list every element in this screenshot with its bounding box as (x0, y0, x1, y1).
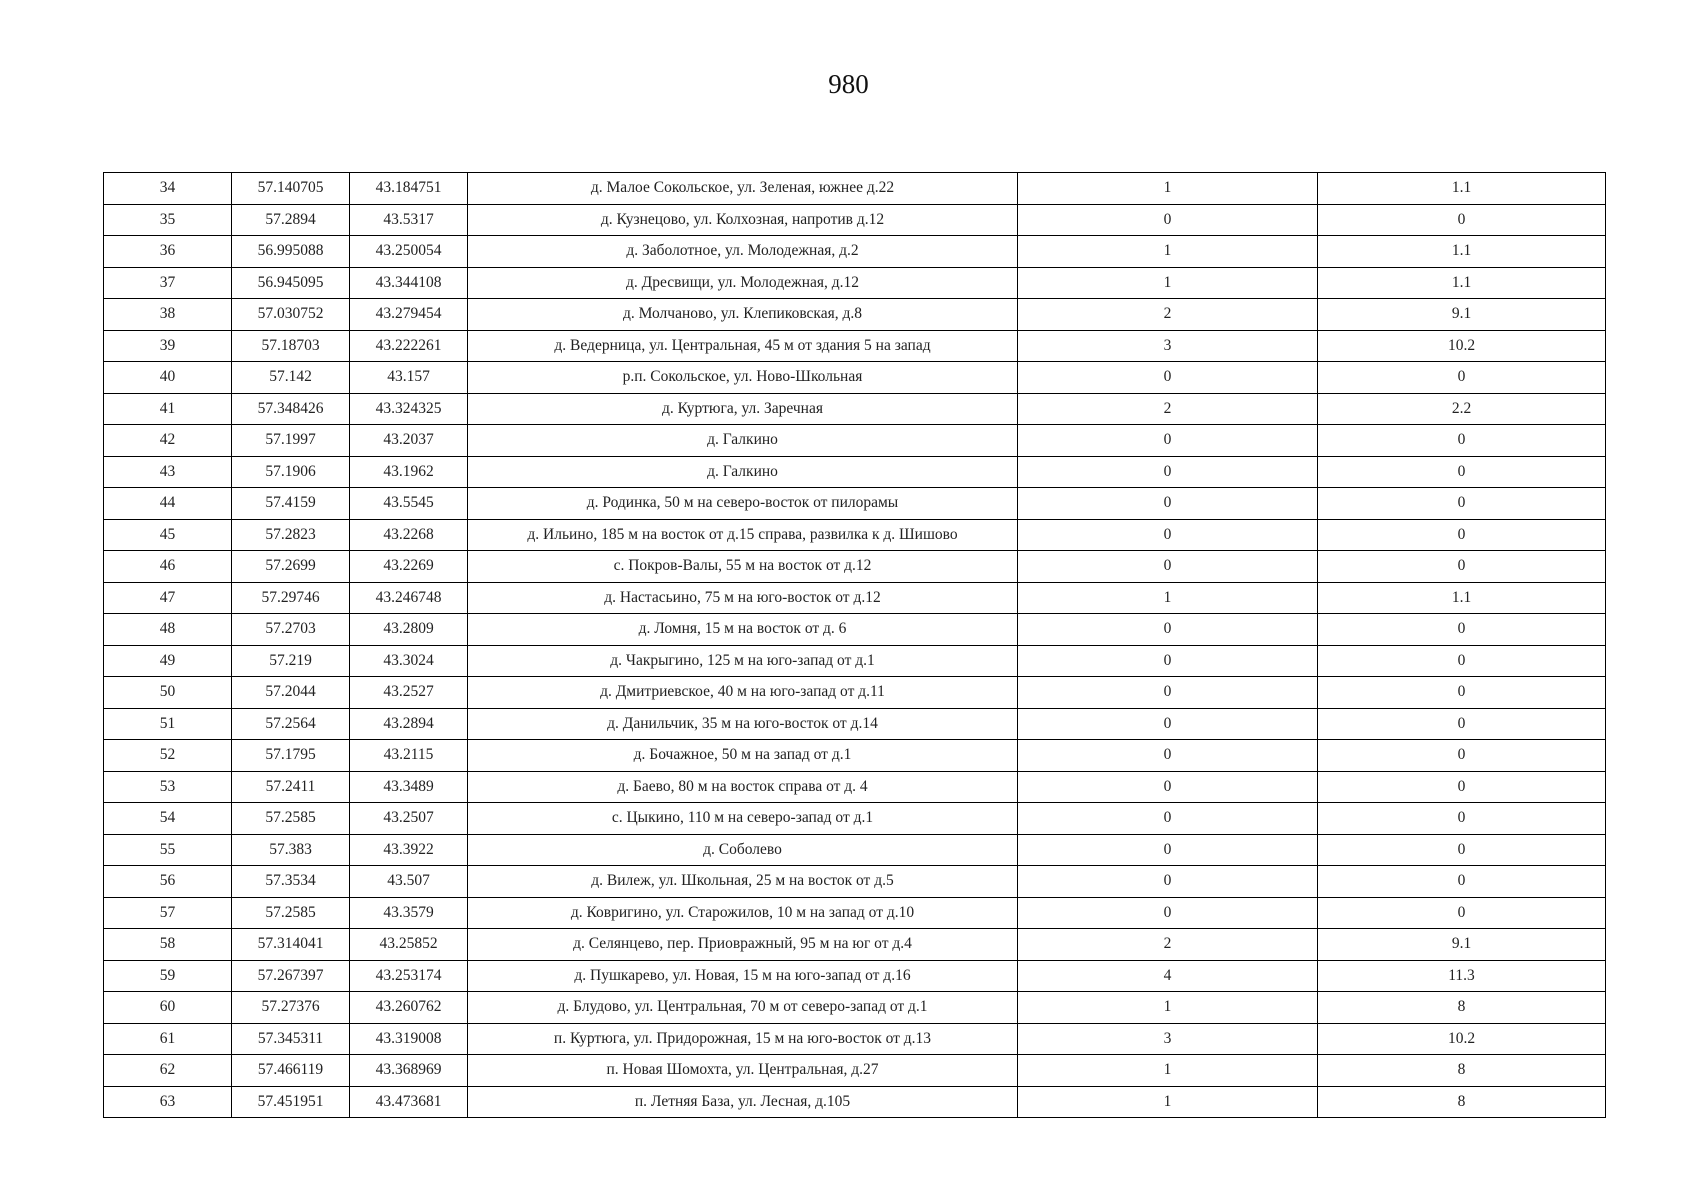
row-number-cell: 55 (104, 834, 232, 866)
longitude-cell: 43.3579 (350, 897, 468, 929)
value-cell: 9.1 (1318, 299, 1606, 331)
value-cell: 8 (1318, 1086, 1606, 1118)
count-cell: 0 (1018, 771, 1318, 803)
address-cell: д. Дресвищи, ул. Молодежная, д.12 (468, 267, 1018, 299)
value-cell: 0 (1318, 645, 1606, 677)
table-row (104, 897, 1606, 929)
table-row (104, 834, 1606, 866)
row-number-cell: 40 (104, 362, 232, 394)
row-number-cell: 34 (104, 173, 232, 205)
latitude-cell: 57.2585 (232, 897, 350, 929)
address-cell: д. Данильчик, 35 м на юго-восток от д.14 (468, 708, 1018, 740)
latitude-cell: 57.451951 (232, 1086, 350, 1118)
row-number-cell: 54 (104, 803, 232, 835)
latitude-cell: 57.29746 (232, 582, 350, 614)
count-cell: 2 (1018, 929, 1318, 961)
table-row (104, 519, 1606, 551)
value-cell: 0 (1318, 488, 1606, 520)
longitude-cell: 43.3922 (350, 834, 468, 866)
row-number-cell: 60 (104, 992, 232, 1024)
table-row (104, 677, 1606, 709)
longitude-cell: 43.2269 (350, 551, 468, 583)
row-number-cell: 41 (104, 393, 232, 425)
address-cell: д. Селянцево, пер. Приовражный, 95 м на юг от д.4 (468, 929, 1018, 961)
row-number-cell: 47 (104, 582, 232, 614)
address-cell: д. Куртюга, ул. Заречная (468, 393, 1018, 425)
longitude-cell: 43.222261 (350, 330, 468, 362)
row-number-cell: 44 (104, 488, 232, 520)
count-cell: 1 (1018, 267, 1318, 299)
row-number-cell: 48 (104, 614, 232, 646)
address-cell: д. Настасьино, 75 м на юго-восток от д.12 (468, 582, 1018, 614)
latitude-cell: 57.2411 (232, 771, 350, 803)
row-number-cell: 59 (104, 960, 232, 992)
row-number-cell: 35 (104, 204, 232, 236)
data-table (103, 172, 1606, 1118)
row-number-cell: 61 (104, 1023, 232, 1055)
table-row (104, 236, 1606, 268)
count-cell: 1 (1018, 1086, 1318, 1118)
longitude-cell: 43.5317 (350, 204, 468, 236)
table-row (104, 173, 1606, 205)
row-number-cell: 46 (104, 551, 232, 583)
address-cell: д. Чакрыгино, 125 м на юго-запад от д.1 (468, 645, 1018, 677)
longitude-cell: 43.2037 (350, 425, 468, 457)
address-cell: д. Галкино (468, 456, 1018, 488)
value-cell: 11.3 (1318, 960, 1606, 992)
value-cell: 0 (1318, 708, 1606, 740)
count-cell: 2 (1018, 393, 1318, 425)
address-cell: д. Ковригино, ул. Старожилов, 10 м на запад от д.10 (468, 897, 1018, 929)
address-cell: р.п. Сокольское, ул. Ново-Школьная (468, 362, 1018, 394)
longitude-cell: 43.2507 (350, 803, 468, 835)
address-cell: п. Новая Шомохта, ул. Центральная, д.27 (468, 1055, 1018, 1087)
table-row (104, 204, 1606, 236)
latitude-cell: 57.2823 (232, 519, 350, 551)
address-cell: д. Бочажное, 50 м на запад от д.1 (468, 740, 1018, 772)
count-cell: 3 (1018, 330, 1318, 362)
value-cell: 0 (1318, 362, 1606, 394)
table-row (104, 866, 1606, 898)
longitude-cell: 43.319008 (350, 1023, 468, 1055)
latitude-cell: 57.18703 (232, 330, 350, 362)
latitude-cell: 57.1906 (232, 456, 350, 488)
row-number-cell: 38 (104, 299, 232, 331)
row-number-cell: 53 (104, 771, 232, 803)
latitude-cell: 57.383 (232, 834, 350, 866)
value-cell: 1.1 (1318, 173, 1606, 205)
table-row (104, 362, 1606, 394)
address-cell: д. Ломня, 15 м на восток от д. 6 (468, 614, 1018, 646)
latitude-cell: 56.995088 (232, 236, 350, 268)
count-cell: 0 (1018, 519, 1318, 551)
count-cell: 0 (1018, 425, 1318, 457)
value-cell: 0 (1318, 204, 1606, 236)
latitude-cell: 57.2585 (232, 803, 350, 835)
table-row (104, 771, 1606, 803)
row-number-cell: 56 (104, 866, 232, 898)
latitude-cell: 57.27376 (232, 992, 350, 1024)
latitude-cell: 57.2699 (232, 551, 350, 583)
value-cell: 0 (1318, 740, 1606, 772)
row-number-cell: 42 (104, 425, 232, 457)
latitude-cell: 57.140705 (232, 173, 350, 205)
latitude-cell: 57.142 (232, 362, 350, 394)
address-cell: д. Вилеж, ул. Школьная, 25 м на восток от д.5 (468, 866, 1018, 898)
row-number-cell: 52 (104, 740, 232, 772)
latitude-cell: 57.2894 (232, 204, 350, 236)
latitude-cell: 57.314041 (232, 929, 350, 961)
count-cell: 1 (1018, 173, 1318, 205)
row-number-cell: 49 (104, 645, 232, 677)
longitude-cell: 43.184751 (350, 173, 468, 205)
value-cell: 2.2 (1318, 393, 1606, 425)
table-row (104, 614, 1606, 646)
latitude-cell: 57.345311 (232, 1023, 350, 1055)
address-cell: д. Ильино, 185 м на восток от д.15 справа, развилка к д. Шишово (468, 519, 1018, 551)
longitude-cell: 43.324325 (350, 393, 468, 425)
table-row (104, 425, 1606, 457)
address-cell: д. Баево, 80 м на восток справа от д. 4 (468, 771, 1018, 803)
latitude-cell: 57.2044 (232, 677, 350, 709)
count-cell: 0 (1018, 362, 1318, 394)
latitude-cell: 57.219 (232, 645, 350, 677)
address-cell: д. Малое Сокольское, ул. Зеленая, южнее д.22 (468, 173, 1018, 205)
value-cell: 0 (1318, 897, 1606, 929)
row-number-cell: 63 (104, 1086, 232, 1118)
table-row (104, 803, 1606, 835)
latitude-cell: 57.030752 (232, 299, 350, 331)
page-number: 980 (828, 69, 869, 99)
longitude-cell: 43.246748 (350, 582, 468, 614)
count-cell: 0 (1018, 614, 1318, 646)
value-cell: 0 (1318, 456, 1606, 488)
longitude-cell: 43.250054 (350, 236, 468, 268)
row-number-cell: 39 (104, 330, 232, 362)
row-number-cell: 50 (104, 677, 232, 709)
longitude-cell: 43.344108 (350, 267, 468, 299)
row-number-cell: 36 (104, 236, 232, 268)
count-cell: 0 (1018, 488, 1318, 520)
value-cell: 10.2 (1318, 330, 1606, 362)
count-cell: 1 (1018, 1055, 1318, 1087)
value-cell: 0 (1318, 519, 1606, 551)
longitude-cell: 43.3489 (350, 771, 468, 803)
longitude-cell: 43.507 (350, 866, 468, 898)
count-cell: 0 (1018, 645, 1318, 677)
latitude-cell: 56.945095 (232, 267, 350, 299)
table-row (104, 393, 1606, 425)
count-cell: 0 (1018, 204, 1318, 236)
value-cell: 0 (1318, 614, 1606, 646)
latitude-cell: 57.2564 (232, 708, 350, 740)
table-row (104, 456, 1606, 488)
longitude-cell: 43.3024 (350, 645, 468, 677)
value-cell: 10.2 (1318, 1023, 1606, 1055)
value-cell: 0 (1318, 771, 1606, 803)
value-cell: 1.1 (1318, 267, 1606, 299)
data-table-body (104, 173, 1606, 1118)
value-cell: 0 (1318, 677, 1606, 709)
latitude-cell: 57.1997 (232, 425, 350, 457)
table-row (104, 299, 1606, 331)
address-cell: п. Куртюга, ул. Придорожная, 15 м на юго-восток от д.13 (468, 1023, 1018, 1055)
row-number-cell: 43 (104, 456, 232, 488)
longitude-cell: 43.2115 (350, 740, 468, 772)
table-row (104, 582, 1606, 614)
value-cell: 0 (1318, 551, 1606, 583)
row-number-cell: 58 (104, 929, 232, 961)
longitude-cell: 43.279454 (350, 299, 468, 331)
longitude-cell: 43.2268 (350, 519, 468, 551)
latitude-cell: 57.2703 (232, 614, 350, 646)
longitude-cell: 43.25852 (350, 929, 468, 961)
count-cell: 4 (1018, 960, 1318, 992)
longitude-cell: 43.260762 (350, 992, 468, 1024)
address-cell: д. Кузнецово, ул. Колхозная, напротив д.12 (468, 204, 1018, 236)
longitude-cell: 43.253174 (350, 960, 468, 992)
count-cell: 3 (1018, 1023, 1318, 1055)
table-row (104, 645, 1606, 677)
table-row (104, 740, 1606, 772)
count-cell: 1 (1018, 992, 1318, 1024)
count-cell: 0 (1018, 803, 1318, 835)
row-number-cell: 45 (104, 519, 232, 551)
latitude-cell: 57.3534 (232, 866, 350, 898)
table-row (104, 488, 1606, 520)
count-cell: 0 (1018, 456, 1318, 488)
table-row (104, 960, 1606, 992)
count-cell: 0 (1018, 708, 1318, 740)
count-cell: 0 (1018, 834, 1318, 866)
count-cell: 0 (1018, 866, 1318, 898)
count-cell: 0 (1018, 677, 1318, 709)
table-row (104, 708, 1606, 740)
latitude-cell: 57.4159 (232, 488, 350, 520)
address-cell: д. Ведерница, ул. Центральная, 45 м от здания 5 на запад (468, 330, 1018, 362)
value-cell: 9.1 (1318, 929, 1606, 961)
value-cell: 8 (1318, 992, 1606, 1024)
latitude-cell: 57.466119 (232, 1055, 350, 1087)
count-cell: 0 (1018, 897, 1318, 929)
table-row (104, 330, 1606, 362)
address-cell: д. Пушкарево, ул. Новая, 15 м на юго-запад от д.16 (468, 960, 1018, 992)
row-number-cell: 62 (104, 1055, 232, 1087)
longitude-cell: 43.5545 (350, 488, 468, 520)
address-cell: д. Родинка, 50 м на северо-восток от пилорамы (468, 488, 1018, 520)
row-number-cell: 37 (104, 267, 232, 299)
table-row (104, 1023, 1606, 1055)
address-cell: д. Соболево (468, 834, 1018, 866)
longitude-cell: 43.157 (350, 362, 468, 394)
latitude-cell: 57.1795 (232, 740, 350, 772)
address-cell: д. Заболотное, ул. Молодежная, д.2 (468, 236, 1018, 268)
count-cell: 0 (1018, 740, 1318, 772)
address-cell: с. Покров-Валы, 55 м на восток от д.12 (468, 551, 1018, 583)
address-cell: с. Цыкино, 110 м на северо-запад от д.1 (468, 803, 1018, 835)
table-row (104, 992, 1606, 1024)
value-cell: 8 (1318, 1055, 1606, 1087)
address-cell: п. Летняя База, ул. Лесная, д.105 (468, 1086, 1018, 1118)
count-cell: 1 (1018, 236, 1318, 268)
address-cell: д. Дмитриевское, 40 м на юго-запад от д.11 (468, 677, 1018, 709)
table-row (104, 1055, 1606, 1087)
table-row (104, 267, 1606, 299)
latitude-cell: 57.267397 (232, 960, 350, 992)
value-cell: 1.1 (1318, 236, 1606, 268)
longitude-cell: 43.2894 (350, 708, 468, 740)
longitude-cell: 43.2527 (350, 677, 468, 709)
value-cell: 0 (1318, 866, 1606, 898)
table-row (104, 1086, 1606, 1118)
address-cell: д. Молчаново, ул. Клепиковская, д.8 (468, 299, 1018, 331)
count-cell: 0 (1018, 551, 1318, 583)
count-cell: 1 (1018, 582, 1318, 614)
table-row (104, 551, 1606, 583)
longitude-cell: 43.473681 (350, 1086, 468, 1118)
value-cell: 0 (1318, 834, 1606, 866)
data-table-container (103, 172, 1605, 1118)
value-cell: 0 (1318, 425, 1606, 457)
address-cell: д. Блудово, ул. Центральная, 70 м от северо-запад от д.1 (468, 992, 1018, 1024)
longitude-cell: 43.2809 (350, 614, 468, 646)
row-number-cell: 57 (104, 897, 232, 929)
longitude-cell: 43.368969 (350, 1055, 468, 1087)
longitude-cell: 43.1962 (350, 456, 468, 488)
latitude-cell: 57.348426 (232, 393, 350, 425)
value-cell: 1.1 (1318, 582, 1606, 614)
value-cell: 0 (1318, 803, 1606, 835)
count-cell: 2 (1018, 299, 1318, 331)
table-row (104, 929, 1606, 961)
row-number-cell: 51 (104, 708, 232, 740)
address-cell: д. Галкино (468, 425, 1018, 457)
